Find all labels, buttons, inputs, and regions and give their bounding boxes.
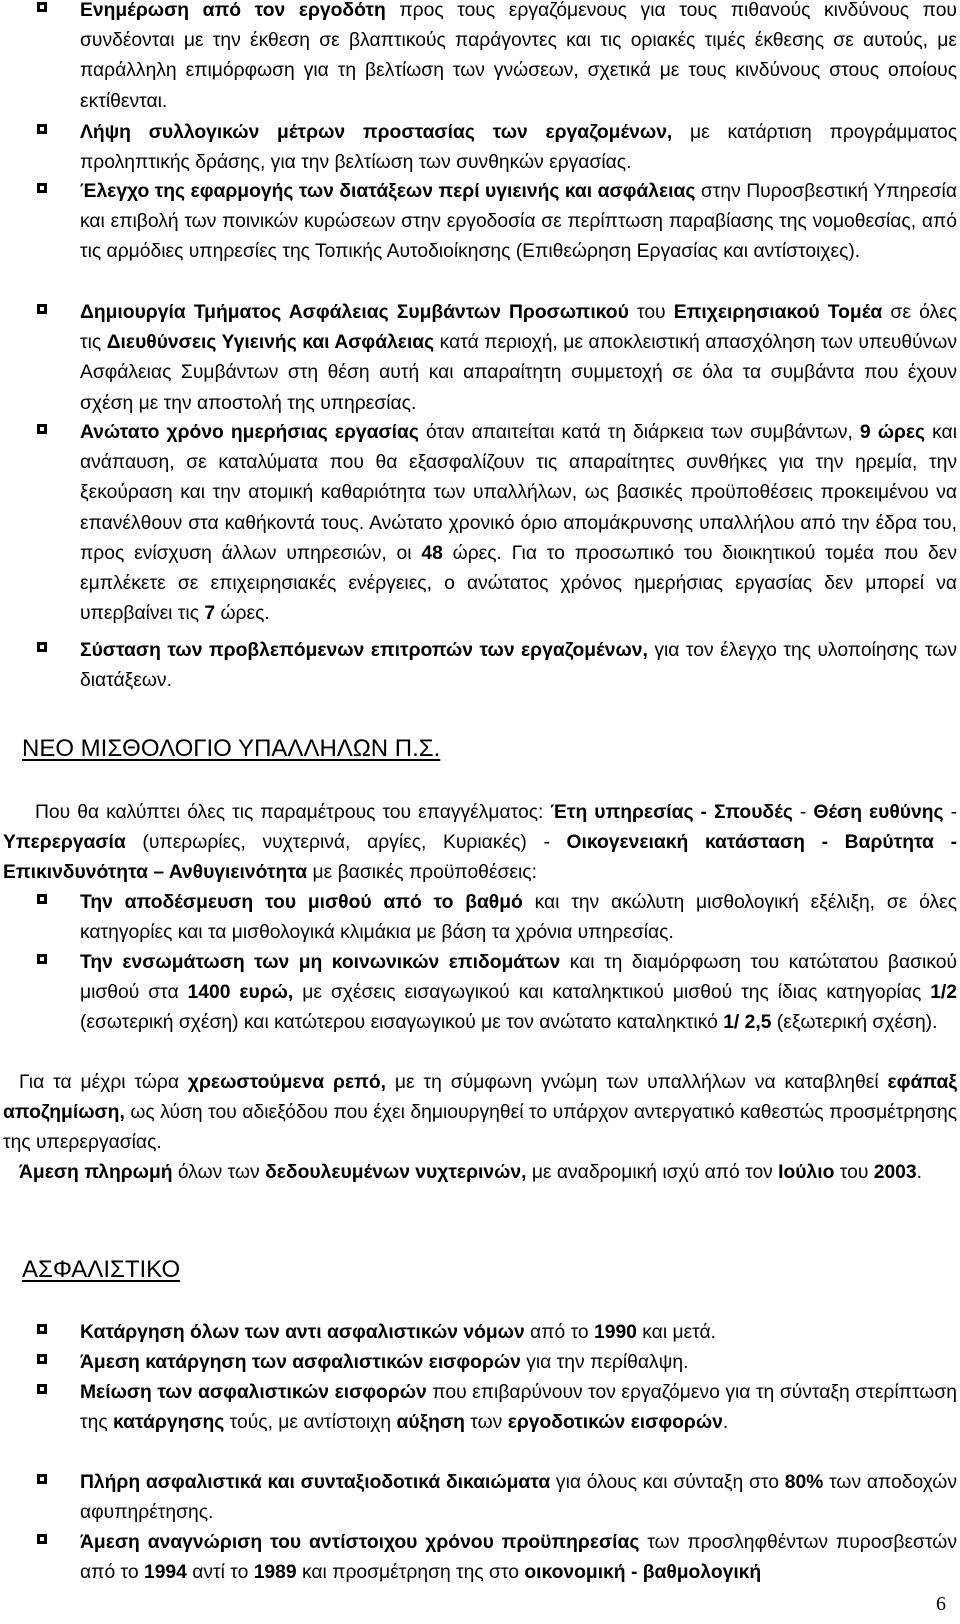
bold-text-run: Έλεγχο της εφαρμογής των διατάξεων περί υγιεινής και ασφάλειας <box>80 181 696 202</box>
bold-text-run: Άμεση κατάργηση των ασφαλιστικών εισφορών <box>80 1352 521 1373</box>
bold-text-run: 2003 <box>873 1162 917 1183</box>
section-heading-salary: ΝΕΟ ΜΙΣΘΟΛΟΓΙΟ ΥΠΑΛΛΗΛΩΝ Π.Σ. <box>22 735 441 762</box>
text-run: - <box>943 802 958 823</box>
text-run: των αποδοχών αφυπηρέτησης. <box>80 1472 957 1524</box>
bullet-square-icon <box>37 642 47 652</box>
bold-text-run: Οικογενειακή κατάσταση - Βαρύτητα - Επικινδυνότητα – Ανθυγιεινότητα <box>3 832 957 884</box>
text-run: κατά περιοχή, με αποκλειστική απασχόληση των υπευθύνων Ασφάλειας Συμβάντων στη θέση αυτή και απαραίτητη συμμετοχή σε όλα τα συμβάντα που έχουν σχέση με την αποστολή της υπηρεσίας. <box>80 332 957 414</box>
text-run: προς τους εργαζόμενους για τους πιθανούς κινδύνους που συνδέονται με την έκθεση σε βλαπτικούς παράγοντες και τις οριακές τιμές έκθεσης σε αυτούς, με παράλληλη επιμόρφωση για τη βελτίωση των γνώσεων, σχετικά με τους κινδύνους στους οποίους εκτίθενται. <box>80 0 957 112</box>
bold-text-run: 1990 <box>594 1322 637 1343</box>
bullet-item <box>0 636 960 696</box>
text-run: με τη σύμφωνη γνώμη των υπαλλήλων να καταβληθεί <box>386 1072 888 1093</box>
bold-text-run: 1/2 <box>930 982 957 1004</box>
page-number: 6 <box>936 1593 946 1615</box>
bold-text-run: Την ενσωμάτωση των μη κοινωνικών επιδομάτων <box>80 952 561 973</box>
bold-text-run: Ενημέρωση από τον εργοδότη <box>80 0 386 21</box>
bullet-item <box>0 118 960 178</box>
text-run: με αναδρομική ισχύ από τον <box>526 1162 779 1183</box>
text-run: ως λύση του αδιεξόδου που έχει δημιουργηθεί το υπάρχον αντεργατικό καθεστώς προσμέτρησης της υπερεργασίας. <box>3 1102 957 1154</box>
night-pay-paragraph <box>0 1158 960 1188</box>
text-run: του <box>628 302 674 323</box>
text-run: με σχέσεις εισαγωγικού και καταληκτικού μισθού της ίδιας κατηγορίας <box>293 982 931 1004</box>
bullet-square-icon <box>37 124 47 134</box>
bold-text-run: Έτη υπηρεσίας - Σπουδές <box>550 802 793 823</box>
overtime-paragraph <box>0 1068 960 1159</box>
bold-text-run: Πλήρη ασφαλιστικά και συνταξιοδοτικά δικαιώματα <box>80 1472 551 1493</box>
text-run: τούς, με αντίστοιχη <box>224 1412 397 1434</box>
bold-text-run: Την αποδέσμευση του μισθού από το βαθμό <box>80 892 523 913</box>
bold-text-run: Επιχειρησιακού Τομέα <box>673 302 883 323</box>
bold-text-run: 9 ώρες <box>859 422 926 443</box>
bullet-square-icon <box>37 304 47 314</box>
bold-text-run: κατάργησης <box>113 1412 225 1434</box>
bullet-item <box>0 1468 960 1528</box>
bullet-item <box>0 0 960 117</box>
bullet-square-icon <box>37 1384 47 1394</box>
text-run: όλων των <box>172 1162 266 1183</box>
bullet-square-icon <box>37 1324 47 1334</box>
bullet-square-icon <box>37 183 47 193</box>
bold-text-run: χρεωστούμενα ρεπό, <box>187 1072 387 1093</box>
salary-intro-paragraph <box>0 798 960 889</box>
text-run: (υπερωρίες, νυχτερινά, αργίες, Κυριακές) - <box>125 832 567 854</box>
bold-text-run: 1989 <box>253 1562 297 1584</box>
bold-text-run: αύξηση <box>396 1412 465 1434</box>
text-run: Για τα μέχρι τώρα <box>19 1072 188 1093</box>
bold-text-run: εργοδοτικών εισφορών <box>507 1412 723 1434</box>
text-run: από το <box>524 1322 594 1343</box>
text-run: ώρες. Για το προσωπικό του διοικητικού τομέα που δεν εμπλέκετε σε επιχειρησιακές ενέργειες, ο ανώτατος χρόνος ημερήσιας εργασίας δεν μπορεί να υπερβαίνει τις <box>80 542 957 625</box>
bullet-item <box>0 1378 960 1438</box>
bold-text-run: εφάπαξ αποζημίωση, <box>3 1072 957 1124</box>
bullet-square-icon <box>37 954 47 964</box>
bullet-item <box>0 1348 960 1378</box>
text-run: που επιβαρύνουν τον εργαζόμενο για τη σύνταξη στερίπτωση της <box>80 1382 957 1434</box>
text-run: με βασικές προϋποθέσεις: <box>307 862 537 884</box>
text-run: για όλους και σύνταξη στο <box>550 1472 785 1493</box>
text-run: ώρες. <box>215 603 270 625</box>
bold-text-run: Δημιουργία Τμήματος Ασφάλειας Συμβάντων Προσωπικού <box>80 302 629 323</box>
text-run: των προσληφθέντων πυροσβεστών από το <box>80 1532 957 1584</box>
bold-text-run: Ιούλιο <box>778 1162 835 1183</box>
bold-text-run: 80% <box>784 1472 824 1493</box>
bullet-item <box>0 177 960 268</box>
text-run: και ανάπαυση, σε καταλύματα που θα εξασφαλίζουν τις απαραίτητες συνθήκες για την ηρεμία, την ξεκούραση και την ατομική καθαριότητα των υπαλλήλων, ως βασικές προϋποθέσεις προκειμένου να επανέλθουν στα καθήκοντά τους. Ανώτατο χρονικό όριο απομάκρυνσης υπαλλήλου από την έδρα του, προς ενίσχυση άλλων υπηρεσιών, οι <box>80 422 957 564</box>
bold-text-run: 1400 ευρώ, <box>187 982 294 1004</box>
text-run: . <box>916 1162 922 1183</box>
bold-text-run: Κατάργηση όλων των αντι ασφαλιστικών νόμων <box>80 1322 525 1343</box>
bold-text-run: 48 <box>421 542 443 564</box>
text-run: στην Πυροσβεστική Υπηρεσία και επιβολή των ποινικών κυρώσεων στην εργοδοσία σε περίπτωση παραβίασης της νομοθεσίας, από τις αρμόδιες υπηρεσίες της Τοπικής Αυτοδιοίκησης (Επιθεώρηση Εργασίας και αντίστοιχες). <box>80 181 957 263</box>
bullet-square-icon <box>37 2 47 12</box>
text-run: και την ακώλυτη μισθολογική εξέλιξη, σε όλες κατηγορίες και τα μισθολογικά κλιμάκια με βάση τα χρόνια υπηρεσίας. <box>80 892 957 944</box>
bullet-item <box>0 888 960 948</box>
bullet-item <box>0 298 960 419</box>
bold-text-run: Λήψη συλλογικών μέτρων προστασίας των εργαζομένων, <box>80 122 673 143</box>
bold-text-run: δεδουλευμένων νυχτερινών, <box>265 1162 527 1183</box>
bold-text-run: Σύσταση των προβλεπόμενων επιτροπών των εργαζομένων, <box>80 640 648 661</box>
text-run: με κατάρτιση προγράμματος προληπτικής δράσης, για την βελτίωση των συνθηκών εργασίας. <box>80 122 957 174</box>
section-heading-insurance: ΑΣΦΑΛΙΣΤΙΚΟ <box>22 1256 181 1283</box>
text-run: (εξωτερική σχέση). <box>771 1012 938 1034</box>
text-run: και τη διαμόρφωση του κατώτατου βασικού μισθού στα <box>80 952 957 1004</box>
bold-text-run: Ανώτατο χρόνο ημερήσιας εργασίας <box>80 422 419 443</box>
text-run: σε όλες τις <box>80 302 957 354</box>
bullet-square-icon <box>37 1354 47 1364</box>
bullet-item <box>0 418 960 629</box>
text-run: Που θα καλύπτει όλες τις παραμέτρους του επαγγέλματος: <box>35 802 551 823</box>
bullet-item <box>0 1528 960 1588</box>
bold-text-run: Άμεση αναγνώριση του αντίστοιχου χρόνου προϋπηρεσίας <box>80 1532 640 1553</box>
bold-text-run: Υπερεργασία <box>3 832 126 854</box>
bullet-item <box>0 948 960 1039</box>
text-run: και μετά. <box>636 1322 717 1343</box>
text-run: αντί το <box>186 1562 254 1584</box>
text-run: (εσωτερική σχέση) και κατώτερου εισαγωγικού με τον ανώτατο καταληκτικό <box>80 1012 724 1034</box>
text-run: του <box>834 1162 874 1183</box>
bullet-item <box>0 1318 960 1348</box>
bold-text-run: Θέση ευθύνης <box>813 802 944 823</box>
text-run: για τον έλεγχο της υλοποίησης των διατάξεων. <box>80 640 957 692</box>
text-run: για την περίθαλψη. <box>520 1352 689 1373</box>
bullet-square-icon <box>37 424 47 434</box>
text-run: . <box>722 1412 729 1434</box>
bold-text-run: 1994 <box>143 1562 187 1584</box>
bold-text-run: Άμεση πληρωμή <box>19 1162 173 1183</box>
text-run: των <box>464 1412 508 1434</box>
bold-text-run: Μείωση των ασφαλιστικών εισφορών <box>80 1382 427 1403</box>
text-run: - <box>792 802 814 823</box>
bullet-square-icon <box>37 894 47 904</box>
bullet-square-icon <box>37 1534 47 1544</box>
bold-text-run: 7 <box>204 603 216 625</box>
bold-text-run: 1/ 2,5 <box>723 1012 772 1034</box>
text-run: και προσμέτρηση της στο <box>296 1562 525 1584</box>
text-run: όταν απαιτείται κατά τη διάρκεια των συμβάντων, <box>418 422 860 443</box>
bold-text-run: Διευθύνσεις Υγιεινής και Ασφάλειας <box>106 332 435 354</box>
bold-text-run: οικονομική - βαθμολογική <box>524 1562 762 1584</box>
bullet-square-icon <box>37 1474 47 1484</box>
